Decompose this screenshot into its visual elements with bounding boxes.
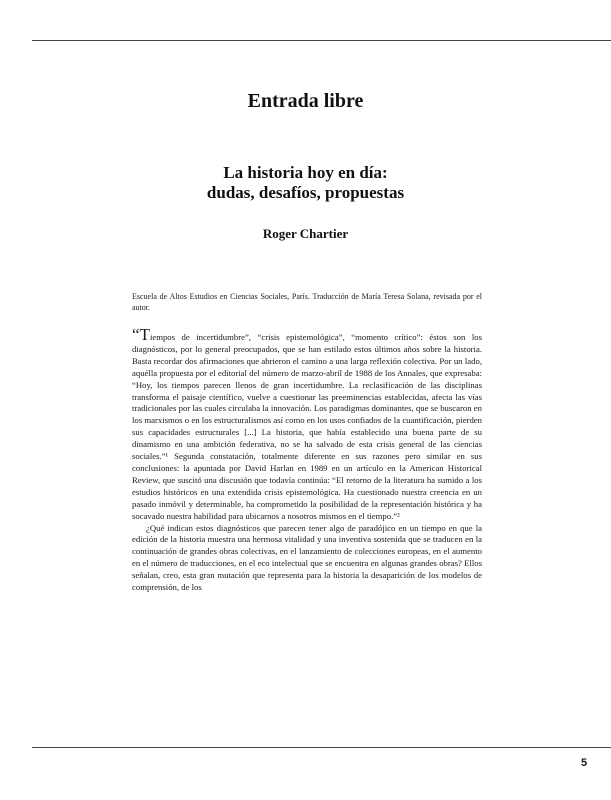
- affiliation-note: Escuela de Altos Estudios en Ciencias Sociales, París. Traducción de María Teresa Solana, revisada por el autor.: [132, 292, 482, 312]
- article-body: [132, 325, 482, 594]
- article-title: [0, 163, 611, 203]
- bottom-rule: [32, 747, 611, 748]
- title-line-2: dudas, desafíos, propuestas: [206, 183, 405, 202]
- top-rule: [32, 40, 611, 41]
- section-heading: Entrada libre: [247, 90, 364, 112]
- title-line-1: La historia hoy en día:: [223, 163, 388, 182]
- page-number: 5: [581, 757, 588, 769]
- body-paragraph-1: “Tiempos de incertidumbre”, “crisis epistemológica”, “momento crítico”: éstos son los diagnósticos, por lo general preocupados, que se han estilado estos últimos años sobre la historia. Basta recordar dos afirmaciones que abrieron el camino a una larga reflexión colectiva. Por un lado, aquélla propuesta por el editorial del número de marzo-abril de 1988 de los Annales, que expresaba: “Hoy, los tiempos parecen llenos de gran incertidumbre. La reclasificación de las disciplinas transforma el paisaje científico, vuelve a cuestionar las preeminencias establecidas, afecta las vías tradicionales por las cuales circulaba la innovación. Los paradigmas dominantes, que se buscaron en los marxismos o en los estructuralismos así como en los usos confiados de la cuantificación, pierden sus capacidades estructurales [...] La historia, que había establecido una buena parte de su dinamismo en una ambición federativa, no se ha salvado de esta crisis general de las ciencias sociales.”¹ Segunda constatación, totalmente diferente en sus razones pero similar en sus conclusiones: la apuntada por David Harlan en 1989 en un artículo en la American Historical Review, que suscitó una discusión que todavía continúa: “El retorno de la literatura ha sumido a los estudios históricos en una extendida crisis epistemológica. Ha cuestionado nuestra creencia en un pasado inmóvil y determinable, ha comprometido la posibilidad de la representación histórica y ha socavado nuestra habilidad para ubicarnos a nosotros mismos en el tiempo.”²: [132, 325, 482, 521]
- article-author: Roger Chartier: [262, 226, 349, 241]
- body-paragraph-2: ¿Qué indican estos diagnósticos que parecen tener algo de paradójico en un tiempo en que la edición de la historia muestra una hermosa vitalidad y una inventiva sostenida que se traducen en la continuación de grandes obras colectivas, en el lanzamiento de colecciones europeas, en el aumento en el número de traducciones, en el eco intelectual que se encuentra en algunas grandes obras? Ellos señalan, creo, esta gran mutación que representa para la historia la desaparición de los modelos de comprensión, de los: [132, 522, 482, 593]
